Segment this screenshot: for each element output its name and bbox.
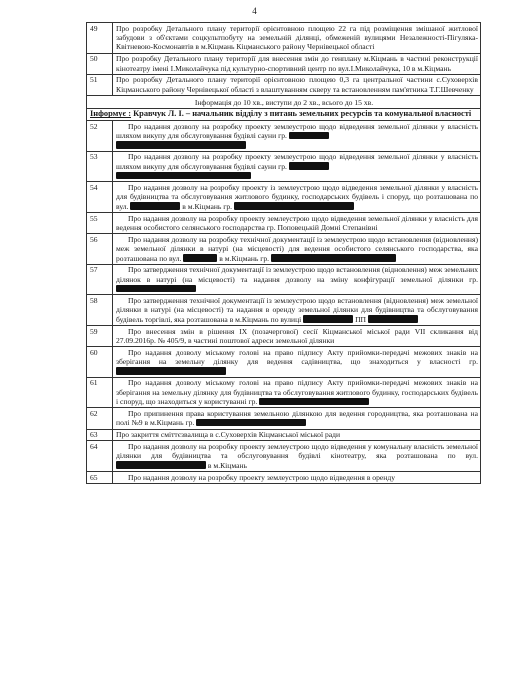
table-row	[87, 23, 481, 54]
inform-row	[87, 108, 481, 120]
item-text: Про надання дозволу на розробку проекту землеустрою щодо відведення земельної ділянки у власність шляхом викупу для обслуговування будівлі сауни гр.	[116, 152, 478, 171]
redacted-street	[130, 202, 180, 210]
item-number: 65	[87, 472, 113, 484]
item-number: 53	[87, 151, 113, 182]
item-number: 55	[87, 213, 113, 234]
redacted-name	[116, 285, 196, 293]
item-text-tail: в м.Кіцмань гр.	[182, 201, 233, 211]
item-text: Про розробку Детального плану території орієнтовною площею 22 га під розміщення змішаної житлової забудови з об'єктами соцкультпобуту на земельній ділянці, обмеженій вулицями Незалежності-Пігуляка-Квітневою-Космонавтів в м.Кіцмань Кіцманського району Чернівецької області	[113, 23, 481, 54]
item-number: 56	[87, 234, 113, 265]
item-number: 64	[87, 441, 113, 472]
table-row	[87, 295, 481, 326]
redacted-name	[289, 162, 329, 170]
table-row	[87, 53, 481, 74]
table-row	[87, 213, 481, 234]
item-text: Про надання дозволу на розробку проекту землеустрою щодо відведення земельної ділянки у власність для ведення особистого селянського господарства гр. Поповецькій Домні Степанівні	[116, 213, 478, 233]
item-text-tail: в м.Кіцмань гр.	[219, 253, 270, 263]
table-row	[87, 441, 481, 472]
table-row	[87, 326, 481, 347]
item-number: 63	[87, 429, 113, 441]
redacted-name	[116, 367, 226, 375]
redacted-name	[196, 419, 306, 427]
table-row	[87, 121, 481, 152]
redacted-street	[116, 461, 206, 469]
table-row	[87, 429, 481, 441]
item-text: Про закриття сміттєзвалища в с.Суховерхів Кіцманської міської ради	[116, 430, 341, 440]
table-row	[87, 377, 481, 408]
page-number: 4	[252, 6, 257, 16]
redacted-name	[289, 132, 329, 140]
info-row	[87, 96, 481, 109]
table-row	[87, 264, 481, 295]
item-text: Про затвердження технічної документації із землеустрою щодо встановлення (відновлення) меж земельних ділянок в натурі (на місцевості) та надання дозволу на зміну конфігурації земельної ділянки гр.	[116, 265, 478, 284]
item-text: Про розробку Детального плану території для внесення змін до генплану м.Кіцмань в частині реконструкції кінотеатру імені І.Миколайчука під культурно-спортивний центр по вул.І.Миколайчука, 10 в м.Кіцмань	[113, 53, 481, 74]
item-number: 51	[87, 74, 113, 95]
table-row	[87, 408, 481, 429]
table-row	[87, 74, 481, 95]
item-text: Про розробку Детального плану території орієнтовною площею 0,3 га центральної частини с.Суховерхів Кіцманського району Чернівецької області з влаштуванням скверу та встановленням пам'ятника Т.Г.Шевченку	[113, 74, 481, 95]
item-text-tail: ПП	[355, 314, 367, 324]
item-text: Про надання дозволу на розробку проекту землеустрою щодо відведення в оренду	[128, 472, 395, 482]
informant-heading	[87, 108, 481, 120]
item-number: 61	[87, 377, 113, 408]
table-row	[87, 151, 481, 182]
table-row	[87, 182, 481, 213]
time-limits-line: Інформація до 10 хв., виступи до 2 хв., всього до 15 хв.	[194, 97, 374, 107]
redacted-street	[183, 254, 217, 262]
item-text: Про затвердження технічної документації із землеустрою щодо встановлення (відновлення) меж земельної ділянки в натурі (на місцевості) та надання в оренду земельної ділянки для будівництва та обслуговування будівель торгівлі, яка розташована в м.Кіцмань по вулиці	[116, 296, 478, 324]
item-text: Про внесення змін в рішення IX (позачергової) сесії Кіцманської міської ради VII скликання від 27.09.2016р. № 405/9, в частині поштової адреси земельної ділянки	[116, 326, 478, 346]
item-number: 52	[87, 121, 113, 152]
item-number: 62	[87, 408, 113, 429]
redacted-name	[271, 254, 396, 262]
item-number: 57	[87, 264, 113, 295]
redacted-name	[116, 172, 251, 180]
item-text: Про надання дозволу на розробку проекту землеустрою щодо відведення у комунальну власність земельної ділянки для будівництва та обслуговування будівлі кінотеатру, яка розташована по вул.	[116, 442, 478, 461]
agenda-table	[86, 22, 481, 484]
informant-speaker: Кравчук Л. І. – начальник відділу з питань земельних ресурсів та комунальної власності	[133, 109, 472, 119]
item-number: 59	[87, 326, 113, 347]
item-number: 60	[87, 347, 113, 378]
item-text: Про надання дозволу міському голові на право підпису Акту прийомки-передачі межових знаків на зберігання на земельну ділянку для будівництва та обслуговування житлового будинку, господарських будівель і споруд, що знаходиться у користуванні гр.	[116, 378, 478, 407]
item-text: Про надання дозволу на розробку проекту із землеустрою щодо відведення земельної ділянки у власність для будівництва та обслуговування житлового будинку, господарських будівель і споруд, що розташована по вул.	[116, 183, 478, 211]
table-row	[87, 472, 481, 484]
table-row	[87, 347, 481, 378]
redacted-name	[116, 141, 246, 149]
redacted-name	[259, 398, 369, 406]
item-number: 54	[87, 182, 113, 213]
redacted-street	[303, 315, 353, 323]
item-text-tail: в м.Кіцмань	[207, 460, 247, 470]
item-text: Про надання дозволу міському голові на право підпису Акту прийомки-передачі межових знаків на зберігання на земельну ділянку для ведення садівництва, що знаходиться у власності гр.	[116, 347, 478, 367]
redacted-name	[234, 202, 354, 210]
redacted-name	[368, 315, 418, 323]
table-row	[87, 234, 481, 265]
item-text: Про надання дозволу на розробку технічної документації із землеустрою щодо встановлення (відновлення) меж земельної ділянки в натурі (на місцевості) для ведення особистого селянського господарства, яка розташована по вул.	[116, 234, 478, 263]
item-number: 50	[87, 53, 113, 74]
item-number: 49	[87, 23, 113, 54]
informant-label: Інформує :	[90, 109, 131, 119]
item-text: Про надання дозволу на розробку проекту землеустрою щодо відведення земельної ділянки у власність шляхом викупу для обслуговування будівлі сауни гр.	[116, 121, 478, 141]
item-text: Про припинення права користування земельною ділянкою для ведення городництва, яка розташована на полі №9 в м.Кіцмань гр.	[116, 409, 478, 428]
item-number: 58	[87, 295, 113, 326]
